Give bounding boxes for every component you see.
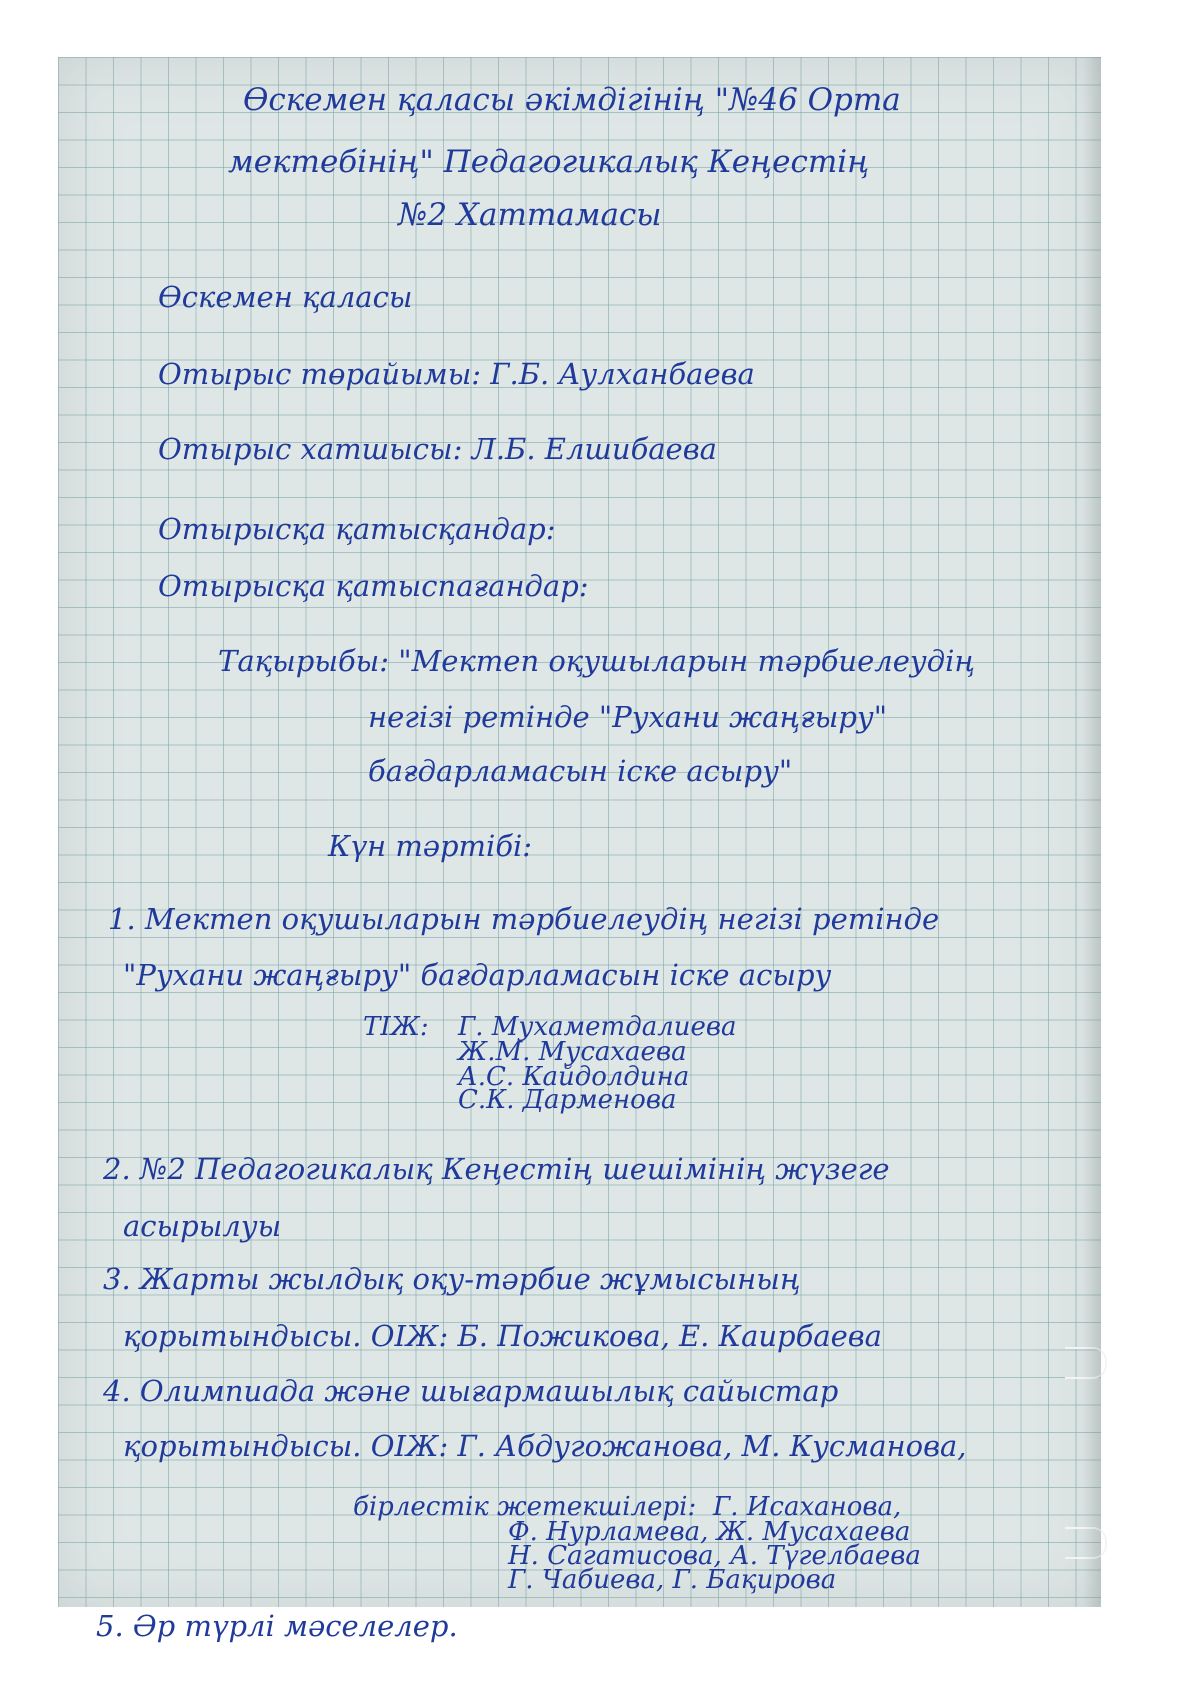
- agenda-item-1-resp-4: С.К. Дарменова: [458, 1085, 677, 1115]
- binding-thread-top: [1065, 1347, 1107, 1379]
- agenda-item-4-line-2: қорытындысы. ОІЖ: Г. Абдугожанова, М. Кусманова,: [123, 1429, 967, 1463]
- agenda-title: Күн тәртібі:: [328, 829, 533, 863]
- absent-label: Отырысқа қатыспағандар:: [158, 569, 589, 603]
- agenda-item-4-line-1: 4. Олимпиада және шығармашылық сайыстар: [103, 1374, 839, 1408]
- agenda-item-4-resp-3: Н. Сагатисова, А. Түгелбаева: [508, 1541, 921, 1571]
- agenda-item-3-line-2: қорытындысы. ОІЖ: Б. Пожикова, Е. Каирбаева: [123, 1319, 882, 1353]
- header-line-3: №2 Хаттамасы: [398, 197, 662, 233]
- agenda-item-1-line-1: 1. Мектеп оқушыларын тәрбиелеудің негізі ретінде: [108, 902, 940, 936]
- header-line-2: мектебінің" Педагогикалық Кеңестің: [228, 144, 870, 180]
- topic-line-3: бағдарламасын іске асыру": [368, 754, 793, 788]
- agenda-item-2-line-1: 2. №2 Педагогикалық Кеңестің шешімінің жүзеге: [103, 1152, 890, 1186]
- agenda-item-2-line-2: асырылуы: [123, 1209, 282, 1243]
- agenda-item-4-resp-1: Г. Исаханова,: [713, 1492, 902, 1522]
- agenda-item-1-line-2: "Рухани жаңғыру" бағдарламасын іске асыру: [123, 958, 832, 992]
- agenda-item-1-resp-2: Ж.М. Мусахаева: [458, 1037, 687, 1067]
- binding-thread-bottom: [1065, 1527, 1107, 1559]
- agenda-item-1-resp-label: ТІЖ:: [363, 1012, 429, 1042]
- agenda-item-4-resp-4: Г. Чабиева, Г. Бақирова: [508, 1565, 837, 1595]
- topic-line-2: негізі ретінде "Рухани жаңғыру": [368, 700, 888, 734]
- agenda-item-3-line-1: 3. Жарты жылдық оқу-тәрбие жұмысының: [103, 1262, 801, 1296]
- agenda-item-4-resp-2: Ф. Нурламева, Ж. Мусахаева: [508, 1517, 911, 1547]
- present-label: Отырысқа қатысқандар:: [158, 512, 556, 546]
- agenda-item-1-resp-3: А.С. Кайдолдина: [458, 1062, 690, 1092]
- city: Өскемен қаласы: [158, 280, 413, 314]
- secretary: Отырыс хатшысы: Л.Б. Елшибаева: [158, 432, 717, 466]
- agenda-item-1-resp-1: Г. Мухаметдалиева: [458, 1012, 737, 1042]
- agenda-item-4-resp-label: бірлестік жетекшілері:: [353, 1492, 697, 1522]
- agenda-item-5: 5. Әр түрлі мәселелер.: [96, 1609, 458, 1643]
- topic-line-1: Тақырыбы: "Мектеп оқушыларын тәрбиелеудің: [218, 644, 976, 678]
- chair: Отырыс төрайымы: Г.Б. Аулханбаева: [158, 357, 755, 391]
- header-line-1: Өскемен қаласы әкімдігінің "№46 Орта: [243, 82, 901, 118]
- notebook-page: [58, 57, 1101, 1643]
